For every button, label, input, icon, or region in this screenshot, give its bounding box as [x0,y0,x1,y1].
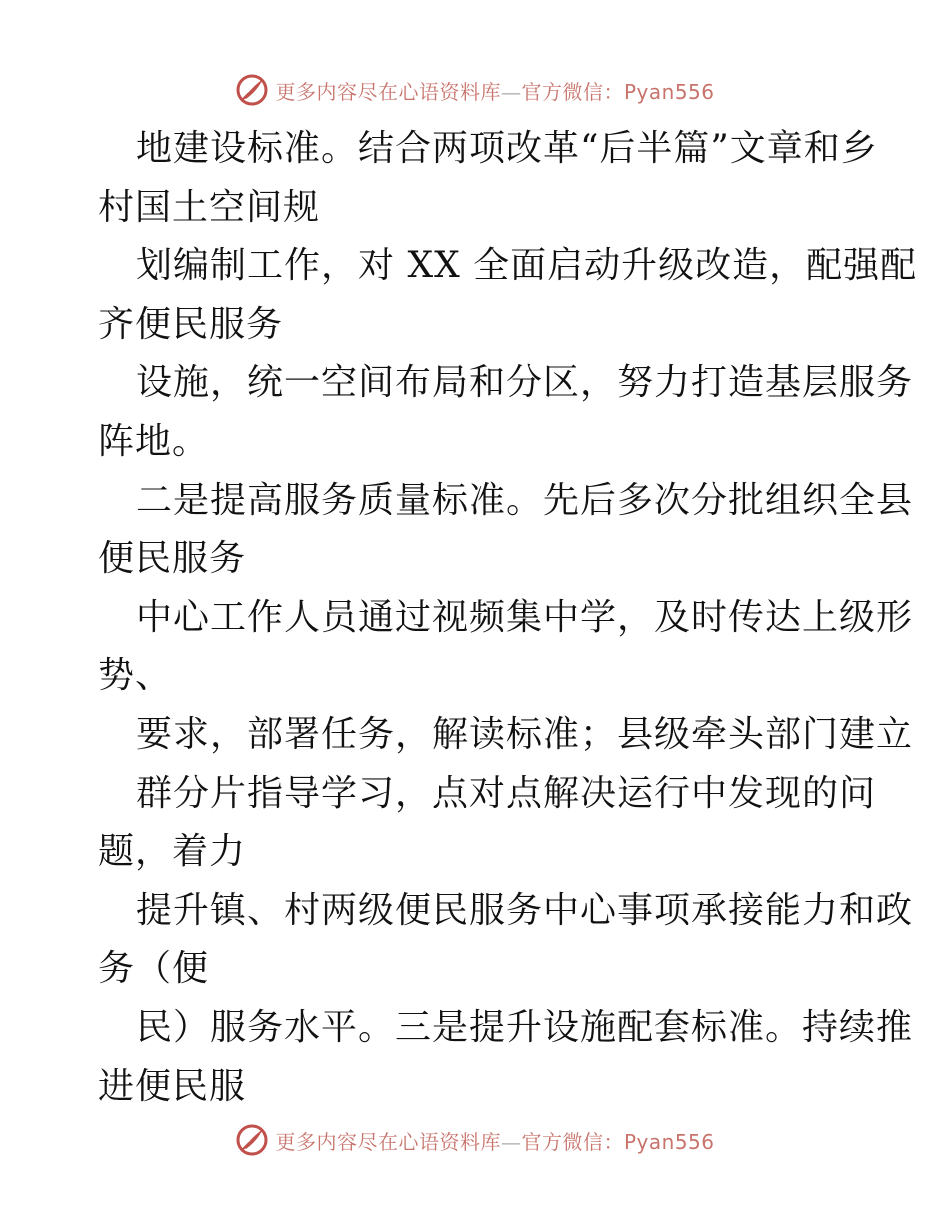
watermark-account: Pyan556 [623,1129,715,1154]
text-line: 务（便 [98,948,210,990]
text-line: 群分片指导学习，点对点解决运行中发现的问 [136,772,877,814]
text-line: 村国土空间规 [98,186,321,228]
watermark-text [275,76,714,105]
watermark-main-text: 更多内容尽在心语资料库 [275,1129,501,1154]
watermark-main-text: 更多内容尽在心语资料库 [275,79,501,104]
text-line: 题，着力 [98,831,247,873]
text-line: 二是提高服务质量标准。先后多次分批组织全县 [136,479,914,521]
watermark-label: 官方微信： [521,79,624,104]
text-line: 便民服务 [98,538,247,580]
text-line: 中心工作人员通过视频集中学，及时传达上级形 [136,596,914,638]
feather-seal-icon [235,1123,269,1157]
watermark-separator: — [500,1129,522,1154]
watermark-label: 官方微信： [521,1129,624,1154]
watermark-text [275,1126,714,1155]
text-line: 齐便民服务 [98,303,284,345]
feather-seal-icon [235,73,269,107]
body-text [98,120,918,1116]
header-watermark [0,70,950,110]
text-line: 势、 [98,655,173,697]
watermark-account: Pyan556 [623,79,715,104]
text-line: 提升镇、村两级便民服务中心事项承接能力和政 [136,889,914,931]
footer-watermark [0,1120,950,1160]
text-line: 设施，统一空间布局和分区，努力打造基层服务 [136,362,914,404]
text-line: 划编制工作，对 XX 全面启动升级改造，配强配 [136,245,918,287]
text-line: 民）服务水平。三是提升设施配套标准。持续推 [136,1006,914,1048]
text-line: 地建设标准。结合两项改革“后半篇”文章和乡 [136,128,878,169]
watermark-separator: — [500,79,522,104]
text-line: 要求，部署任务，解读标准；县级牵头部门建立 [136,713,914,755]
text-line: 阵地。 [98,420,210,462]
text-line: 进便民服 [98,1065,247,1107]
